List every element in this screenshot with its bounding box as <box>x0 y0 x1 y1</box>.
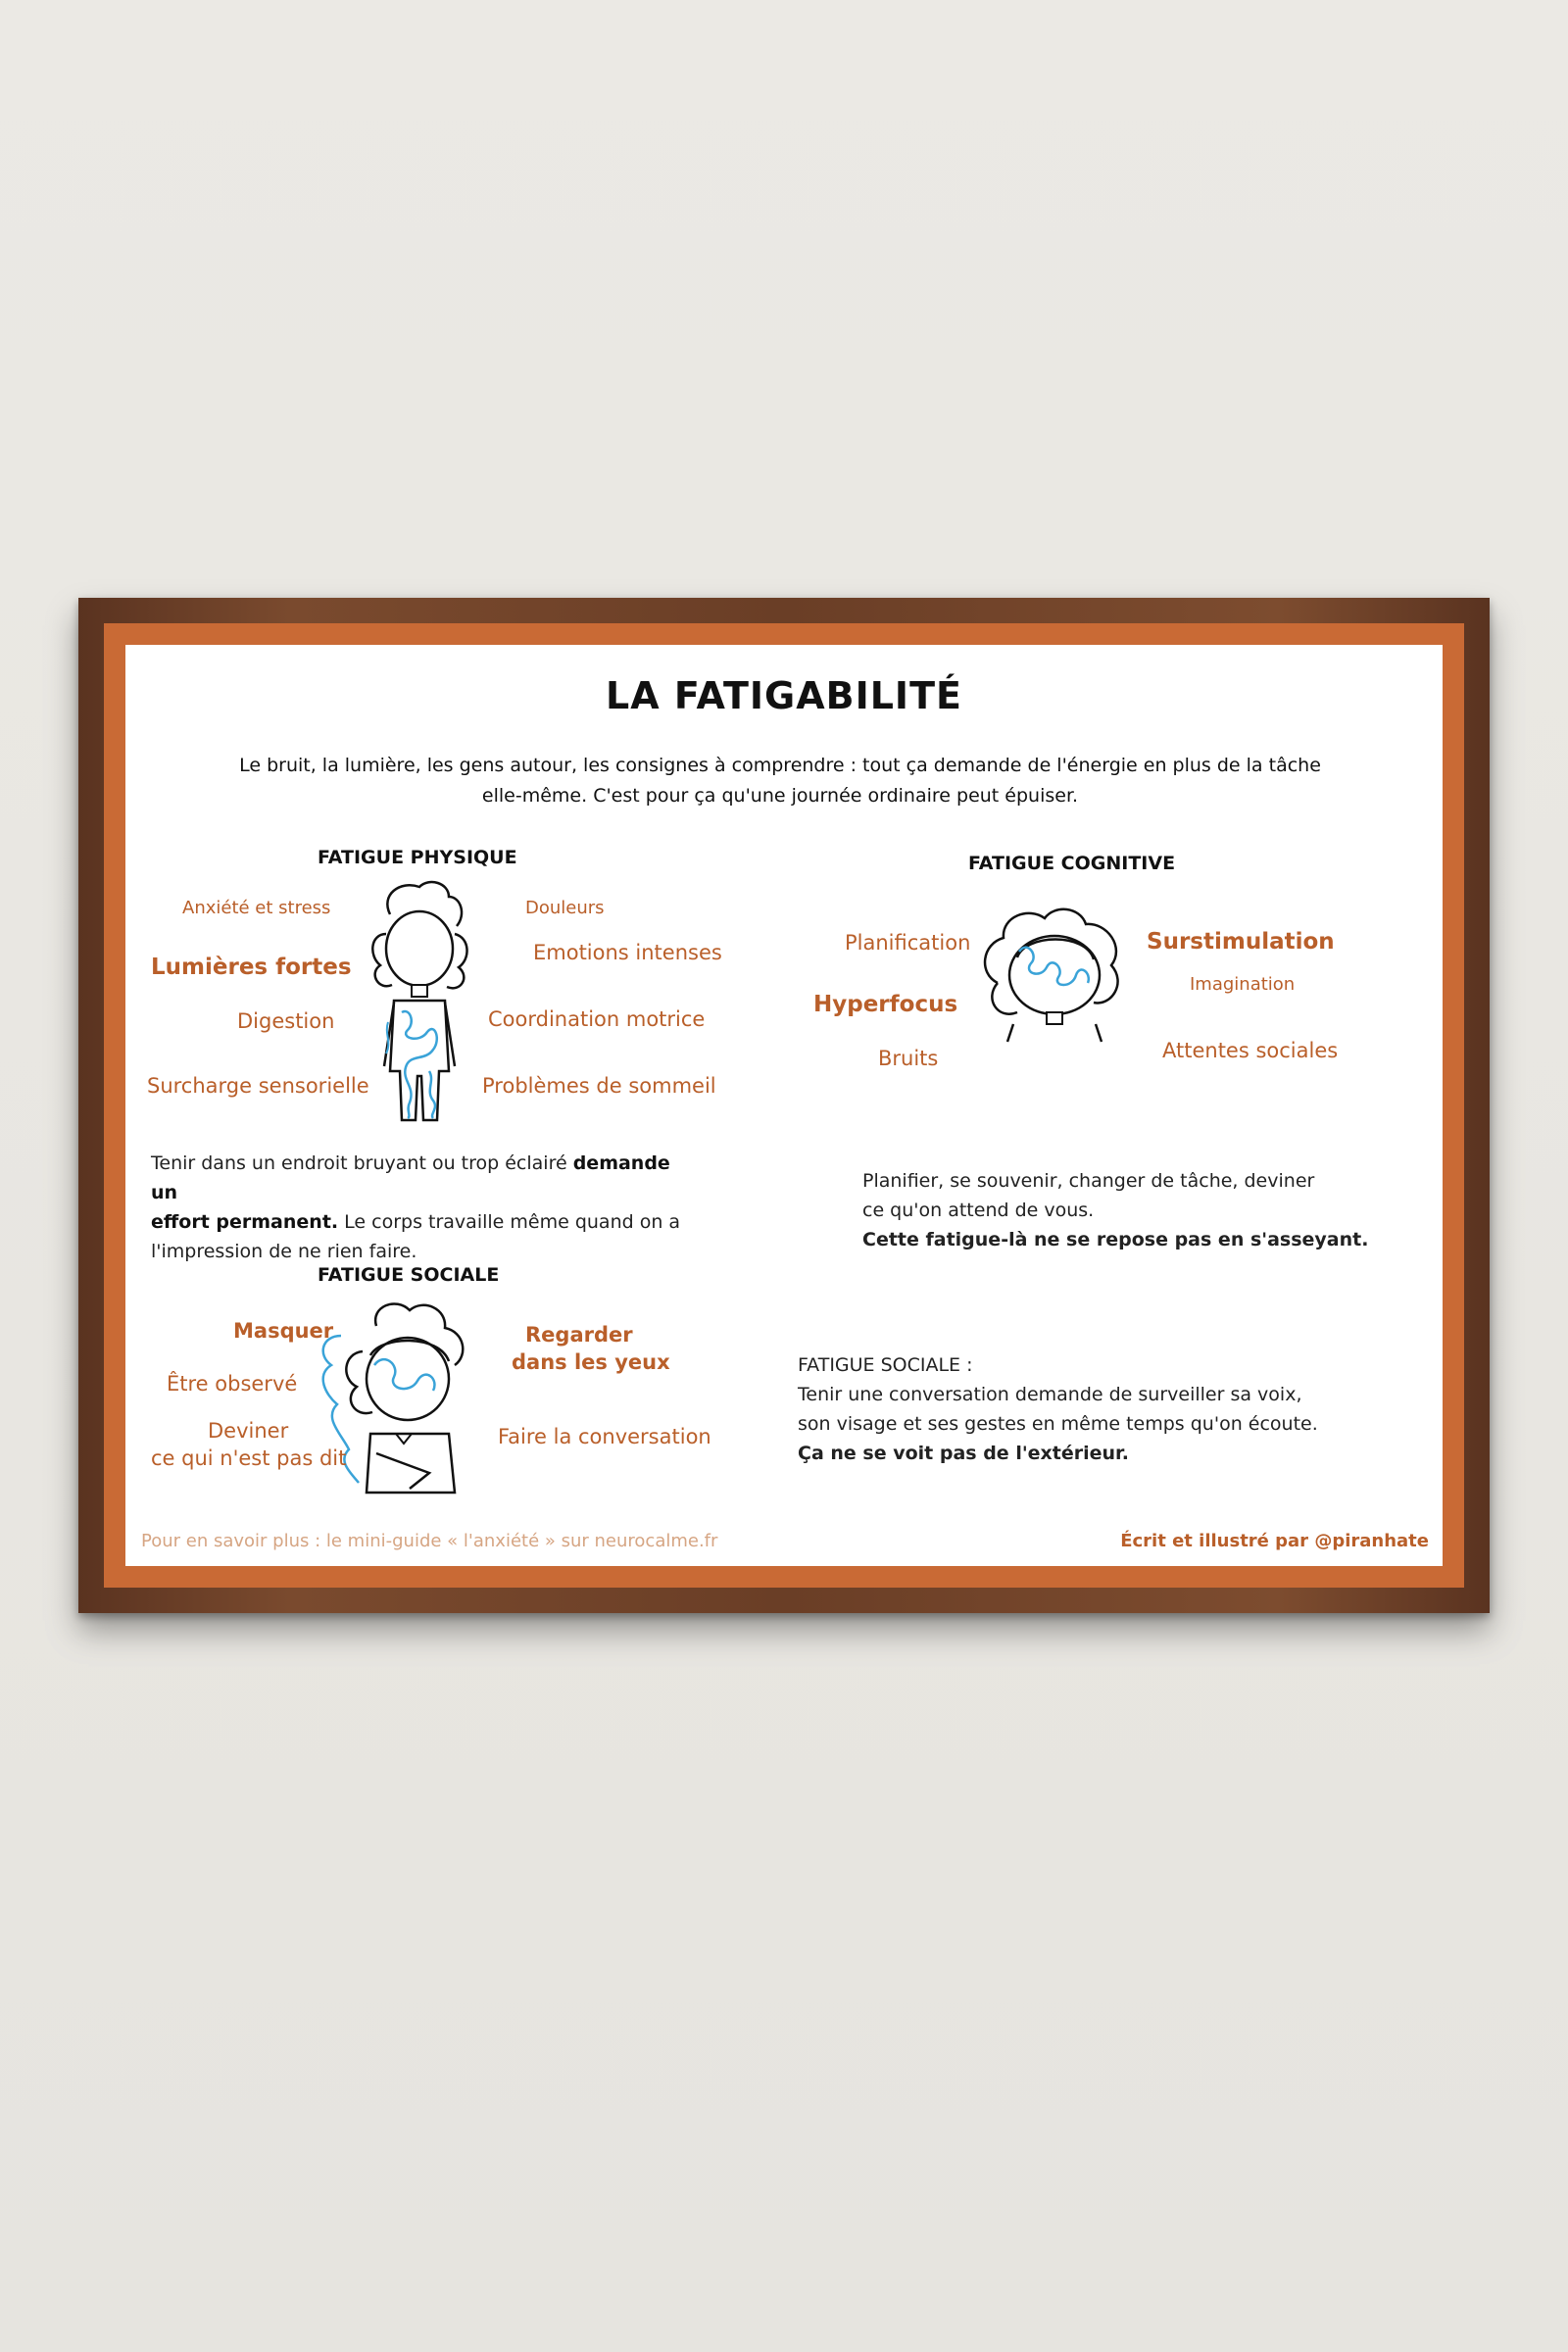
label-masquer: Masquer <box>233 1319 334 1343</box>
label-anxiete: Anxiété et stress <box>182 898 331 918</box>
poster <box>125 645 1443 1566</box>
label-attentes: Attentes sociales <box>1162 1039 1339 1062</box>
label-digestion: Digestion <box>237 1009 335 1033</box>
label-observe: Être observé <box>167 1372 298 1396</box>
physique-title: FATIGUE PHYSIQUE <box>318 847 517 868</box>
label-douleurs: Douleurs <box>525 898 605 918</box>
cognitive-text-3: Cette fatigue-là ne se repose pas en s'asseyant. <box>862 1229 1369 1250</box>
physique-text <box>151 1149 700 1266</box>
label-hyperfocus: Hyperfocus <box>813 992 958 1017</box>
label-regarder-1: Regarder <box>525 1323 633 1347</box>
label-imagination: Imagination <box>1190 974 1296 995</box>
head-illustration <box>978 905 1135 1042</box>
label-deviner-2: ce qui n'est pas dit <box>151 1446 347 1470</box>
physique-text-1a: Tenir dans un endroit bruyant ou trop éclairé <box>151 1152 573 1174</box>
label-deviner-1: Deviner <box>208 1419 289 1443</box>
sociale-title: FATIGUE SOCIALE <box>318 1264 500 1286</box>
sociale-text-title: FATIGUE SOCIALE : <box>798 1354 973 1376</box>
footer-source: Pour en savoir plus : le mini-guide « l'anxiété » sur neurocalme.fr <box>141 1531 718 1551</box>
orange-mat <box>104 623 1464 1588</box>
sociale-text-3: Ça ne se voit pas de l'extérieur. <box>798 1443 1129 1464</box>
cognitive-title: FATIGUE COGNITIVE <box>968 853 1176 874</box>
label-surstimulation: Surstimulation <box>1147 929 1335 955</box>
label-coordination: Coordination motrice <box>488 1007 706 1031</box>
physique-text-2a: effort permanent. <box>151 1211 339 1233</box>
standing-person-illustration <box>351 875 488 1130</box>
physique-text-3: l'impression de ne rien faire. <box>151 1241 417 1262</box>
footer-credit: Écrit et illustré par @piranhate <box>1120 1531 1429 1551</box>
wooden-frame <box>78 598 1490 1613</box>
label-regarder-2: dans les yeux <box>512 1350 670 1374</box>
intro-text <box>165 751 1396 811</box>
physique-text-1b: demande un <box>151 1152 670 1203</box>
physique-text-2b: Le corps travaille même quand on a <box>338 1211 681 1233</box>
poster-title: LA FATIGABILITÉ <box>606 674 962 717</box>
cognitive-text-2: ce qu'on attend de vous. <box>862 1200 1095 1221</box>
sociale-text-1: Tenir une conversation demande de surveiller sa voix, <box>798 1384 1302 1405</box>
cognitive-text-1: Planifier, se souvenir, changer de tâche, deviner <box>862 1170 1315 1192</box>
label-planification: Planification <box>845 931 971 955</box>
label-surcharge: Surcharge sensorielle <box>147 1074 369 1098</box>
label-lumieres: Lumières fortes <box>151 955 352 980</box>
label-sommeil: Problèmes de sommeil <box>482 1074 716 1098</box>
label-conversation: Faire la conversation <box>498 1425 711 1448</box>
label-bruits: Bruits <box>878 1047 939 1070</box>
intro-line-2: elle-même. C'est pour ça qu'une journée ordinaire peut épuiser. <box>481 785 1079 807</box>
intro-line-1: Le bruit, la lumière, les gens autour, les consignes à comprendre : tout ça demande de l'énergie en plus de la tâche <box>239 755 1321 776</box>
label-emotions: Emotions intenses <box>533 941 722 964</box>
cognitive-text <box>862 1166 1411 1254</box>
sociale-text <box>798 1350 1405 1468</box>
sociale-text-2: son visage et ses gestes en même temps qu'on écoute. <box>798 1413 1318 1435</box>
